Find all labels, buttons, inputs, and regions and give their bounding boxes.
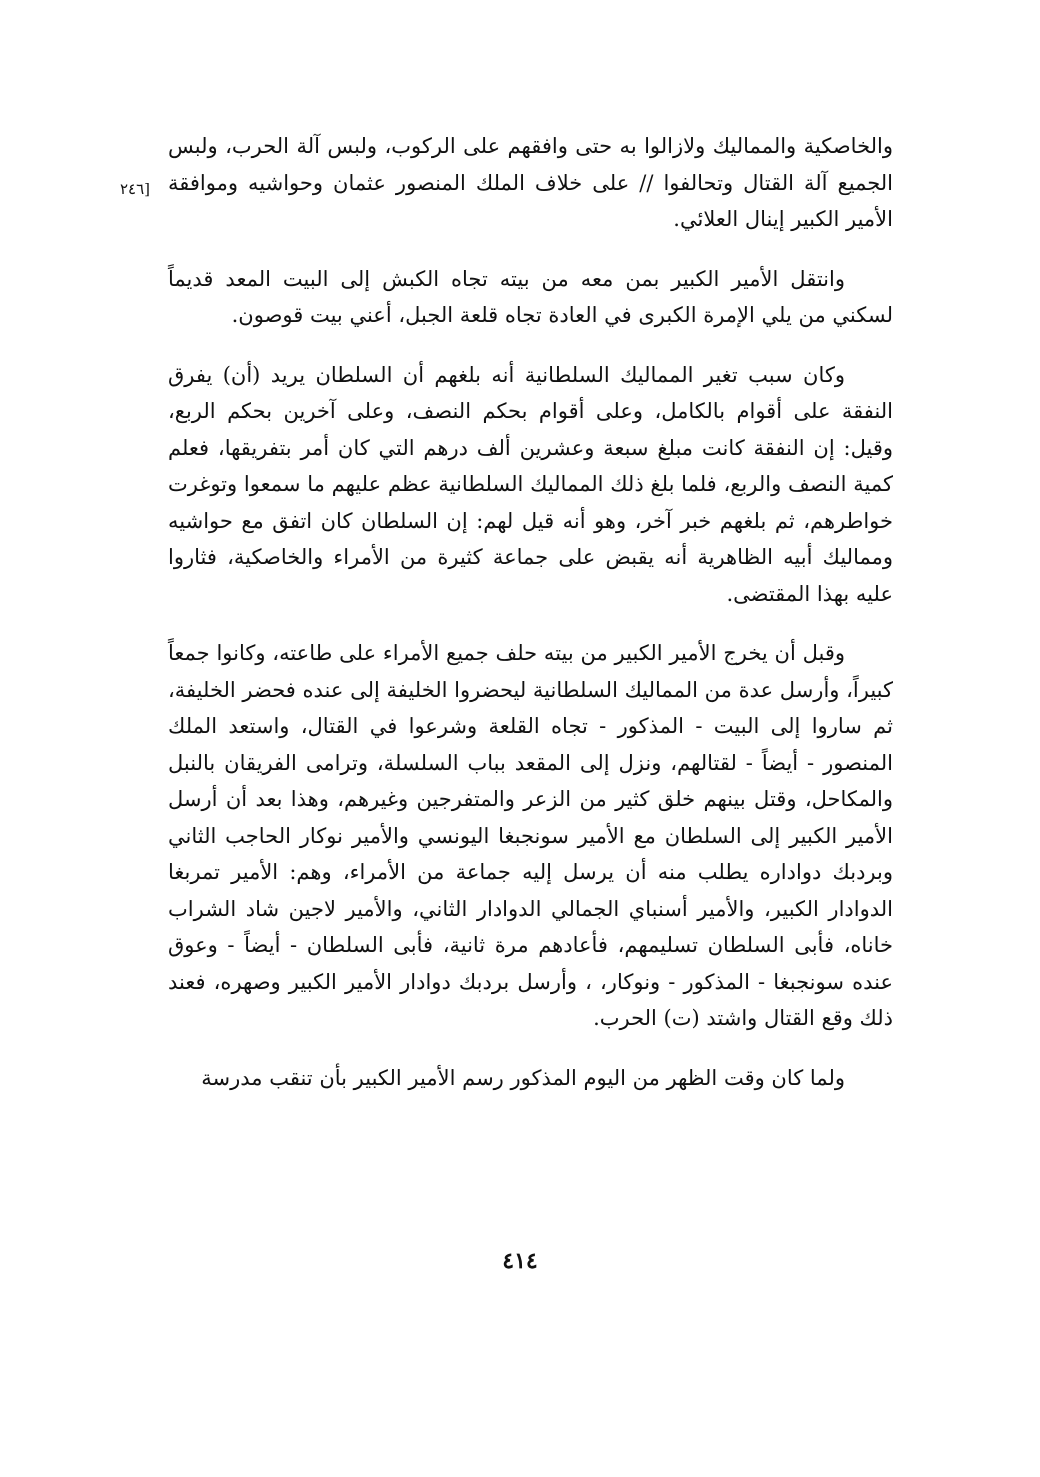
paragraph-3: وكان سبب تغير المماليك السلطانية أنه بلغهم أن السلطان يريد (أن) يفرق النفقة على أقوام بالكامل، وعلى أقوام بحكم النصف، وعلى آخرين بحكم الربع، وقيل: إن النفقة كانت مبلغ سبعة وعشرين ألف درهم التي كان أمر بتفريقها، فعلم كمية النصف والربع، فلما بلغ ذلك المماليك السلطانية عظم عليهم ما سمعوا وتوغرت خواطرهم، ثم بلغهم خبر آخر، وهو أنه قيل لهم: إن السلطان كان اتفق مع حواشيه ومماليك أبيه الظاهرية أنه يقبض على جماعة كثيرة من الأمراء والخاصكية، فثاروا عليه بهذا المقتضى. xyxy=(168,362,893,606)
paragraph-4: وقبل أن يخرج الأمير الكبير من بيته حلف جميع الأمراء على طاعته، وكانوا جمعاً كبيراً، وأرسل عدة من المماليك السلطانية ليحضروا الخليفة إلى عنده فحضر الخليفة، ثم ساروا إلى البيت - المذكور - تجاه القلعة وشرعوا في القتال، واستعد الملك المنصور - أيضاً - لقتالهم، ونزل إلى المقعد بباب السلسلة، وترامى الفريقان بالنبل والمكاحل، وقتل بينهم خلق كثير من الزعر والمتفرجين وغيرهم، وهذا بعد أن أرسل الأمير الكبير إلى السلطان مع الأمير سونجبغا اليونسي والأمير نوكار الحاجب الثاني وبردبك دواداره يطلب منه أن يرسل إليه جماعة من الأمراء، وهم: الأمير تمربغا الدوادار الكبير، والأمير أسنباي الجمالي الدوادار الثاني، والأمير لاجين شاد الشراب خاناه، فأبى السلطان تسليمهم، فأعادهم مرة ثانية، فأبى السلطان - أيضاً - وعوق عنده سونجبغا - المذكور - ونوكار، ، وأرسل بردبك دوادار الأمير الكبير وصهره، فعند ذلك وقع القتال واشتد (ت) الحرب. xyxy=(168,641,893,1030)
margin-folio-note: ٢٤٦] xyxy=(120,180,151,198)
paragraph-2: وانتقل الأمير الكبير بمن معه من بيته تجاه الكبش إلى البيت المعد قديماً لسكني من يلي الإمرة الكبرى في العادة تجاه قلعة الجبل، أعني بيت قوصون. xyxy=(168,266,893,327)
paragraph-5: ولما كان وقت الظهر من اليوم المذكور رسم الأمير الكبير بأن تنقب مدرسة xyxy=(201,1065,845,1090)
body-text xyxy=(168,128,893,1119)
paragraph-1: والخاصكية والمماليك ولازالوا به حتى وافقهم على الركوب، ولبس آلة الحرب، ولبس الجميع آلة القتال وتحالفوا // على خلاف الملك المنصور عثمان وحواشيه وموافقة الأمير الكبير إينال العلائي. xyxy=(168,134,893,231)
page-number: ٤١٤ xyxy=(502,1248,538,1274)
